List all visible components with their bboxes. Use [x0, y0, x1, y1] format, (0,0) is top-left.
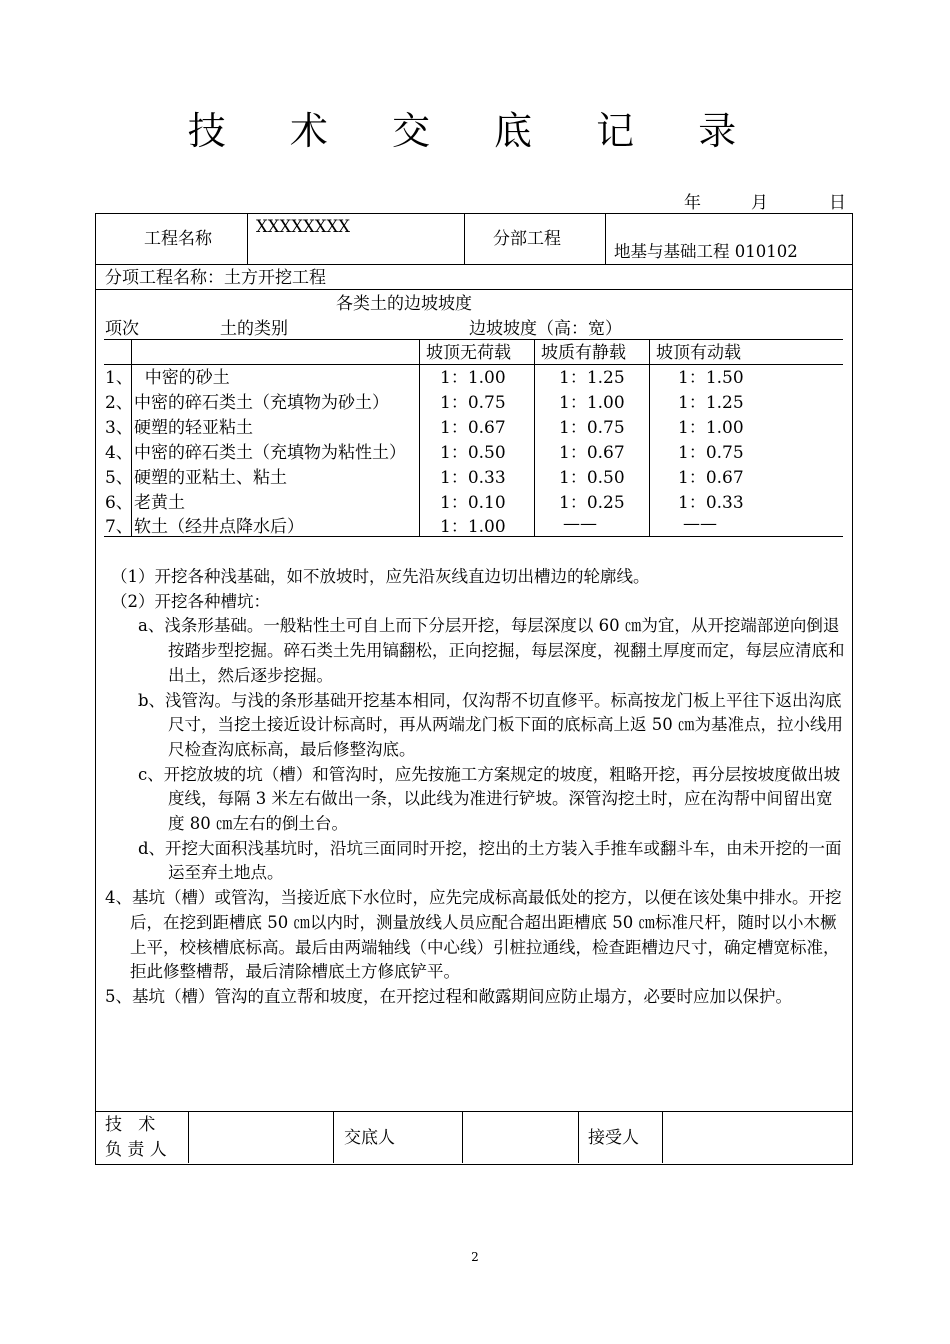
- receiver-label: 接受人: [588, 1128, 639, 1148]
- row-static-load: 1：0.75: [559, 418, 625, 438]
- row-dynamic-load: 1：0.33: [678, 493, 744, 513]
- row-dynamic-load: 1：0.67: [678, 468, 744, 488]
- row-static-load: 1：0.50: [559, 468, 625, 488]
- col-soil-header: 土的类别: [220, 319, 288, 339]
- row-no-load: 1：0.67: [440, 418, 506, 438]
- row-index: 2、: [105, 393, 133, 413]
- row-dynamic-load: ——: [683, 514, 717, 534]
- project-name-label: 工程名称: [144, 229, 212, 249]
- row-soil: 中密的碎石类土（充填物为砂土）: [134, 393, 389, 413]
- paragraph-b: b、浅管沟。与浅的条形基础开挖基本相同，仅沟帮不切直修平。标高按龙门板上平往下返出沟底尺寸，当挖土接近设计标高时，再从两端龙门板下面的底标高上返 50 ㎝为基准点，拉小线用尺检查沟底标高，最后修整沟底。: [138, 690, 843, 759]
- table-rule: [104, 339, 843, 340]
- row-dynamic-load: 1：0.75: [678, 443, 744, 463]
- row-soil: 中密的砂土: [134, 368, 230, 388]
- project-name-value: XXXXXXXX: [256, 217, 350, 236]
- subheader-dynamic-load: 坡顶有动载: [656, 343, 741, 363]
- divider: [464, 213, 465, 264]
- table-rule: [534, 339, 535, 536]
- divider: [578, 1111, 579, 1163]
- paragraph-c: c、开挖放坡的坑（槽）和管沟时，应先按施工方案规定的坡度，粗略开挖，再分层按坡度做出坡度线，每隔 3 米左右做出一条，以此线为准进行铲坡。深管沟挖土时，应在沟帮中间留出宽度 80 ㎝左右的倒土台。: [138, 764, 841, 834]
- slope-table-title: 各类土的边坡坡度: [336, 294, 472, 314]
- row-soil: 硬塑的亚粘土、粘土: [134, 468, 287, 488]
- page-number: 2: [471, 1250, 479, 1264]
- date-day: 日: [829, 193, 846, 213]
- row-no-load: 1：0.50: [440, 443, 506, 463]
- row-dynamic-load: 1：1.50: [678, 368, 744, 388]
- table-rule: [649, 339, 650, 536]
- row-no-load: 1：0.75: [440, 393, 506, 413]
- division-label: 分部工程: [493, 229, 561, 249]
- row-index: 6、: [105, 493, 133, 513]
- row-soil: 中密的碎石类土（充填物为粘性土）: [134, 443, 406, 463]
- row-dynamic-load: 1：1.25: [678, 393, 744, 413]
- row-static-load: 1：0.25: [559, 493, 625, 513]
- row-index: 7、: [105, 517, 133, 537]
- row-static-load: 1：1.25: [559, 368, 625, 388]
- date-month: 月: [751, 193, 768, 213]
- divider: [95, 264, 852, 265]
- division-value: 地基与基础工程 010102: [614, 242, 798, 261]
- paragraph-1: （1）开挖各种浅基础，如不放坡时，应先沿灰线直边切出槽边的轮廓线。: [111, 567, 650, 586]
- divider: [662, 1111, 663, 1163]
- row-no-load: 1：0.10: [440, 493, 506, 513]
- paragraph-2: （2）开挖各种槽坑：: [111, 591, 270, 611]
- col-index-header: 项次: [105, 319, 139, 339]
- divider: [188, 1111, 189, 1163]
- row-dynamic-load: 1：1.00: [678, 418, 744, 438]
- paragraph-d: d、开挖大面积浅基坑时，沿坑三面同时开挖，挖出的土方装入手推车或翻斗车，由未开挖的一面运至弃土地点。: [138, 838, 842, 883]
- row-soil: 老黄土: [134, 493, 185, 513]
- divider: [462, 1111, 463, 1163]
- row-static-load: 1：0.67: [559, 443, 625, 463]
- row-index: 1、: [105, 368, 133, 388]
- row-static-load: 1：1.00: [559, 393, 625, 413]
- row-static-load: ——: [563, 514, 597, 534]
- subheader-static-load: 坡质有静载: [541, 343, 626, 363]
- row-index: 3、: [105, 418, 133, 438]
- row-soil: 硬塑的轻亚粘土: [134, 418, 253, 438]
- date-year: 年: [684, 193, 701, 213]
- tech-lead-label-line1: 技 术: [105, 1115, 156, 1135]
- row-no-load: 1：0.33: [440, 468, 506, 488]
- paragraph-5: 5、基坑（槽）管沟的直立帮和坡度，在开挖过程和敞露期间应防止塌方，必要时应加以保护。: [105, 986, 792, 1006]
- table-rule: [104, 364, 843, 365]
- paragraph-a: a、浅条形基础。一般粘性土可自上而下分层开挖，每层深度以 60 ㎝为宜，从开挖端部逆向倒退按踏步型挖掘。碎石类土先用镐翻松，正向挖掘，每层深度，视翻土厚度而定，每层应清底和出土，然后逐步挖掘。: [138, 616, 845, 685]
- row-no-load: 1：1.00: [440, 368, 506, 388]
- divider: [605, 213, 606, 264]
- divider: [95, 289, 852, 290]
- subitem-name: 分项工程名称：土方开挖工程: [105, 268, 326, 288]
- construction-instructions: [105, 565, 845, 1010]
- divider: [95, 1111, 852, 1112]
- row-soil: 软土（经井点降水后）: [134, 517, 304, 537]
- tech-lead-label-line2: 负 责 人: [105, 1140, 167, 1160]
- subheader-no-load: 坡顶无荷载: [426, 343, 511, 363]
- divider: [247, 213, 248, 264]
- document-title: 技 术 交 底 记 录: [187, 109, 763, 153]
- paragraph-4: 4、基坑（槽）或管沟，当接近底下水位时，应先完成标高最低处的挖方，以便在该处集中排水。开挖后，在挖到距槽底 50 ㎝以内时，测量放线人员应配合超出距槽底 50 ㎝标准尺杆，随时以小木橛上平，校核槽底标高。最后由两端轴线（中心线）引桩拉通线，检查距槽边尺寸，确定槽宽标准，拒此修整槽帮，最后清除槽底土方修底铲平。: [105, 888, 842, 982]
- table-rule: [419, 339, 420, 536]
- handover-label: 交底人: [344, 1128, 395, 1148]
- row-no-load: 1：1.00: [440, 517, 506, 537]
- divider: [333, 1111, 334, 1163]
- col-slope-header: 边坡坡度（高：宽）: [469, 319, 622, 339]
- row-index: 5、: [105, 468, 133, 488]
- row-index: 4、: [105, 443, 133, 463]
